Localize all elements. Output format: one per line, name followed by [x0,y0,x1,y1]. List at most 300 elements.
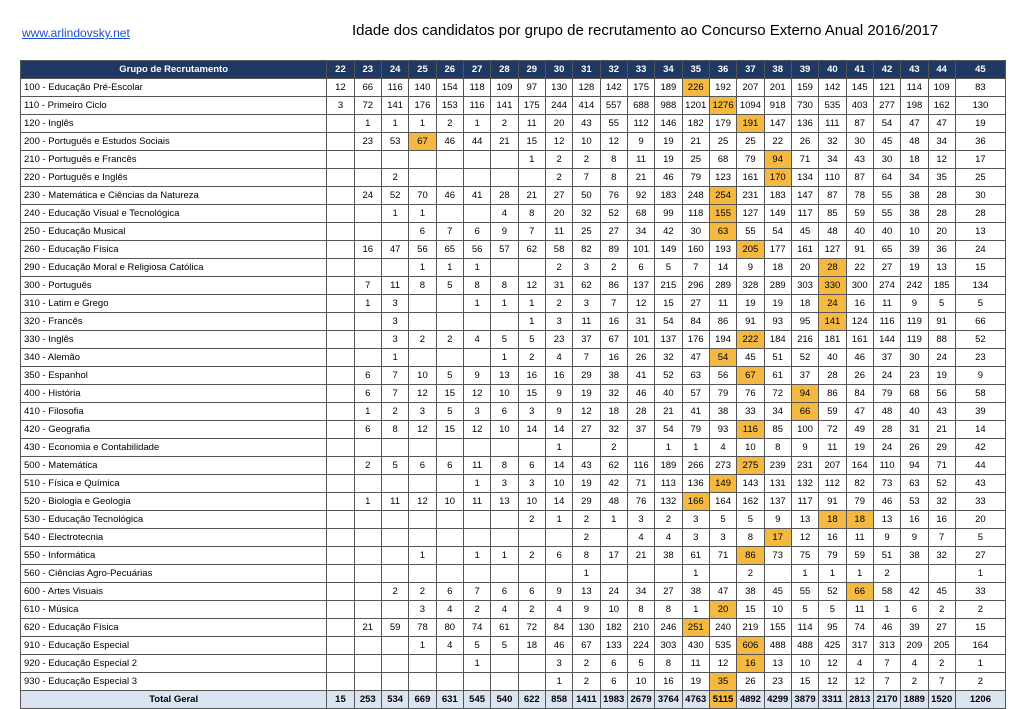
table-row [21,169,1006,187]
group-name-cell: 220 - Português e Inglês [21,169,327,187]
value-cell: 75 [791,547,818,565]
value-cell: 7 [682,259,709,277]
value-cell: 25 [573,223,600,241]
value-cell: 606 [737,637,764,655]
value-cell: 41 [627,367,654,385]
value-cell: 11 [819,439,846,457]
value-cell: 88 [928,331,955,349]
value-cell: 53 [901,493,928,511]
value-cell: 58 [873,583,900,601]
value-cell: 12 [600,133,627,151]
value-cell [327,529,354,547]
value-cell [381,259,408,277]
value-cell: 79 [682,421,709,439]
value-cell: 73 [873,475,900,493]
value-cell: 1 [518,313,545,331]
value-cell: 39 [955,403,1005,421]
value-cell: 134 [791,169,818,187]
value-cell [491,565,518,583]
value-cell: 11 [381,277,408,295]
value-cell: 32 [928,493,955,511]
value-cell [327,637,354,655]
value-cell [354,475,381,493]
group-name-cell: 200 - Português e Estudos Sociais [21,133,327,151]
value-cell [573,439,600,457]
age-column-header: 42 [873,61,900,79]
value-cell [436,349,463,367]
age-column-header: 41 [846,61,873,79]
value-cell: 1 [354,295,381,313]
value-cell: 46 [627,385,654,403]
value-cell: 93 [764,313,791,331]
value-cell: 20 [955,511,1005,529]
value-cell [327,655,354,673]
page-title: Idade dos candidatos por grupo de recrutamento ao Concurso Externo Anual 2016/2017 [352,22,939,39]
value-cell: 78 [846,187,873,205]
value-cell: 109 [491,79,518,97]
value-cell: 918 [764,97,791,115]
value-cell [436,151,463,169]
value-cell: 133 [600,637,627,655]
total-value-cell: 1889 [901,691,928,709]
value-cell: 79 [873,385,900,403]
value-cell [518,439,545,457]
value-cell: 86 [709,313,736,331]
value-cell: 55 [737,223,764,241]
value-cell: 10 [545,475,572,493]
value-cell: 10 [573,133,600,151]
value-cell: 2 [600,259,627,277]
value-cell: 25 [709,133,736,151]
value-cell: 59 [846,547,873,565]
value-cell: 38 [737,583,764,601]
value-cell: 328 [737,277,764,295]
total-value-cell: 2813 [846,691,873,709]
value-cell: 38 [655,547,682,565]
value-cell: 52 [819,583,846,601]
value-cell: 26 [901,439,928,457]
value-cell: 2 [381,403,408,421]
value-cell: 1 [409,259,436,277]
value-cell: 56 [463,241,490,259]
value-cell: 46 [545,637,572,655]
value-cell: 41 [463,187,490,205]
value-cell [327,259,354,277]
value-cell: 215 [655,277,682,295]
value-cell: 25 [682,151,709,169]
value-cell: 246 [655,619,682,637]
group-name-cell: 540 - Electrotecnia [21,529,327,547]
value-cell: 15 [955,259,1005,277]
value-cell: 15 [436,385,463,403]
value-cell: 6 [518,457,545,475]
age-column-header: 25 [409,61,436,79]
group-name-cell: 410 - Filosofia [21,403,327,421]
value-cell: 198 [901,97,928,115]
value-cell: 15 [518,133,545,151]
table-row [21,241,1006,259]
value-cell: 16 [846,295,873,313]
value-cell: 79 [682,169,709,187]
total-row [21,691,1006,709]
value-cell: 137 [655,331,682,349]
value-cell: 2 [545,259,572,277]
value-cell: 6 [409,457,436,475]
table-row [21,529,1006,547]
value-cell: 231 [737,187,764,205]
value-cell: 7 [354,277,381,295]
value-cell [491,169,518,187]
value-cell [409,151,436,169]
value-cell: 10 [901,223,928,241]
value-cell [436,475,463,493]
value-cell: 23 [354,133,381,151]
value-cell: 303 [655,637,682,655]
value-cell [327,277,354,295]
value-cell: 123 [709,169,736,187]
value-cell: 1 [463,295,490,313]
value-cell: 38 [901,205,928,223]
value-cell: 45 [764,583,791,601]
value-cell: 194 [709,331,736,349]
value-cell: 29 [928,439,955,457]
value-cell: 557 [600,97,627,115]
value-cell: 176 [682,331,709,349]
value-cell: 25 [737,133,764,151]
value-cell: 226 [682,79,709,97]
value-cell: 24 [873,367,900,385]
value-cell: 28 [491,187,518,205]
value-cell: 8 [600,169,627,187]
value-cell: 8 [463,277,490,295]
age-column-header: 22 [327,61,354,79]
value-cell: 2 [518,547,545,565]
value-cell: 3 [381,295,408,313]
value-cell: 146 [655,115,682,133]
value-cell: 49 [846,421,873,439]
value-cell: 149 [764,205,791,223]
value-cell: 21 [491,133,518,151]
group-name-cell: 350 - Espanhol [21,367,327,385]
value-cell: 2 [381,583,408,601]
value-cell: 25 [955,169,1005,187]
total-value-cell: 1206 [955,691,1005,709]
value-cell: 7 [436,223,463,241]
total-value-cell: 545 [463,691,490,709]
total-value-cell: 1520 [928,691,955,709]
value-cell [627,565,654,583]
value-cell: 20 [545,205,572,223]
value-cell: 170 [764,169,791,187]
value-cell: 10 [791,655,818,673]
value-cell [463,169,490,187]
value-cell: 3 [518,475,545,493]
value-cell [436,529,463,547]
value-cell [491,673,518,691]
value-cell: 68 [709,151,736,169]
value-cell: 317 [846,637,873,655]
value-cell: 28 [627,403,654,421]
value-cell: 47 [381,241,408,259]
value-cell: 2 [928,601,955,619]
value-cell: 6 [409,223,436,241]
value-cell [354,349,381,367]
value-cell: 42 [955,439,1005,457]
value-cell: 72 [819,421,846,439]
value-cell: 19 [901,259,928,277]
value-cell: 5 [463,637,490,655]
value-cell: 132 [655,493,682,511]
age-column-header: 38 [764,61,791,79]
value-cell: 28 [955,205,1005,223]
value-cell: 4 [545,601,572,619]
value-cell: 1 [819,565,846,583]
group-name-cell: 260 - Educação Física [21,241,327,259]
value-cell: 1 [682,601,709,619]
total-value-cell: 540 [491,691,518,709]
value-cell: 5 [381,457,408,475]
value-cell: 425 [819,637,846,655]
value-cell: 51 [873,547,900,565]
table-row [21,97,1006,115]
value-cell: 91 [737,313,764,331]
age-column-header: 43 [901,61,928,79]
value-cell: 23 [955,349,1005,367]
value-cell: 1 [682,565,709,583]
value-cell: 3 [709,529,736,547]
value-cell [436,439,463,457]
value-cell: 2 [655,511,682,529]
value-cell [409,511,436,529]
value-cell: 52 [928,475,955,493]
value-cell [327,241,354,259]
value-cell: 12 [409,493,436,511]
value-cell: 55 [600,115,627,133]
value-cell: 87 [846,169,873,187]
value-cell [463,673,490,691]
total-value-cell: 534 [381,691,408,709]
value-cell [327,295,354,313]
value-cell: 67 [737,367,764,385]
value-cell: 91 [928,313,955,331]
value-cell: 4 [545,349,572,367]
value-cell: 219 [737,619,764,637]
value-cell: 18 [819,511,846,529]
value-cell: 76 [600,187,627,205]
value-cell: 2 [901,673,928,691]
value-cell: 43 [573,115,600,133]
value-cell: 82 [846,475,873,493]
value-cell: 23 [764,673,791,691]
value-cell: 45 [791,223,818,241]
value-cell: 16 [354,241,381,259]
value-cell: 11 [573,313,600,331]
value-cell: 6 [354,421,381,439]
value-cell: 1 [600,511,627,529]
value-cell: 161 [846,331,873,349]
value-cell: 32 [819,133,846,151]
value-cell [354,655,381,673]
table-header-row [21,61,1006,79]
value-cell [436,565,463,583]
value-cell: 239 [764,457,791,475]
value-cell: 5 [436,367,463,385]
value-cell: 289 [709,277,736,295]
value-cell: 34 [901,169,928,187]
value-cell [354,259,381,277]
value-cell [327,673,354,691]
value-cell: 4 [709,439,736,457]
value-cell: 14 [518,421,545,439]
value-cell: 6 [354,385,381,403]
value-cell [381,511,408,529]
value-cell [327,439,354,457]
value-cell: 95 [791,313,818,331]
site-link[interactable]: www.arlindovsky.net [22,26,130,40]
age-column-header: 23 [354,61,381,79]
value-cell: 59 [381,619,408,637]
value-cell: 58 [955,385,1005,403]
value-cell: 4 [436,637,463,655]
value-cell: 19 [846,439,873,457]
value-cell [381,547,408,565]
value-cell: 30 [901,349,928,367]
value-cell: 24 [819,295,846,313]
value-cell: 3 [409,601,436,619]
value-cell: 136 [682,475,709,493]
value-cell: 43 [955,475,1005,493]
value-cell [354,583,381,601]
table-row [21,439,1006,457]
value-cell: 28 [819,367,846,385]
value-cell: 688 [627,97,654,115]
value-cell: 68 [627,205,654,223]
value-cell: 166 [682,493,709,511]
value-cell [354,511,381,529]
value-cell: 4 [655,529,682,547]
value-cell: 18 [764,259,791,277]
value-cell: 11 [518,115,545,133]
value-cell: 2 [573,655,600,673]
value-cell: 8 [409,277,436,295]
value-cell: 144 [873,331,900,349]
value-cell: 65 [873,241,900,259]
value-cell: 9 [873,529,900,547]
value-cell: 34 [627,583,654,601]
value-cell [409,673,436,691]
value-cell: 61 [682,547,709,565]
value-cell: 28 [873,421,900,439]
value-cell: 27 [955,547,1005,565]
value-cell: 147 [764,115,791,133]
value-cell: 18 [600,403,627,421]
group-name-cell: 510 - Física e Química [21,475,327,493]
value-cell: 21 [682,133,709,151]
value-cell [354,205,381,223]
value-cell: 19 [573,475,600,493]
value-cell: 149 [655,241,682,259]
value-cell: 63 [901,475,928,493]
value-cell [491,529,518,547]
value-cell: 1 [409,115,436,133]
value-cell: 36 [928,241,955,259]
value-cell: 7 [928,529,955,547]
value-cell: 40 [873,223,900,241]
value-cell [354,169,381,187]
age-column-header: 40 [819,61,846,79]
value-cell: 154 [436,79,463,97]
value-cell: 19 [655,151,682,169]
table-row [21,295,1006,313]
value-cell: 2 [955,601,1005,619]
value-cell: 39 [901,619,928,637]
value-cell: 19 [764,295,791,313]
value-cell: 1 [463,475,490,493]
value-cell [409,169,436,187]
age-column-header: 44 [928,61,955,79]
value-cell: 53 [381,133,408,151]
value-cell: 175 [627,79,654,97]
value-cell: 189 [655,457,682,475]
value-cell: 4 [901,655,928,673]
value-cell: 2 [409,583,436,601]
value-cell: 46 [873,619,900,637]
value-cell [327,313,354,331]
value-cell: 21 [627,547,654,565]
value-cell: 12 [463,385,490,403]
value-cell [354,313,381,331]
value-cell: 42 [655,223,682,241]
value-cell: 2 [545,169,572,187]
value-cell: 210 [627,619,654,637]
value-cell: 40 [655,385,682,403]
value-cell: 84 [846,385,873,403]
value-cell: 114 [901,79,928,97]
table-row [21,349,1006,367]
value-cell: 16 [819,529,846,547]
value-cell: 38 [600,367,627,385]
value-cell: 72 [764,385,791,403]
value-cell: 67 [573,637,600,655]
value-cell: 11 [463,457,490,475]
table-row [21,277,1006,295]
value-cell: 30 [846,133,873,151]
value-cell: 6 [354,367,381,385]
value-cell: 13 [955,223,1005,241]
table-row [21,133,1006,151]
value-cell: 47 [901,115,928,133]
value-cell [327,583,354,601]
group-name-cell: 300 - Português [21,277,327,295]
value-cell: 6 [627,259,654,277]
value-cell: 46 [873,493,900,511]
value-cell: 143 [737,475,764,493]
value-cell: 79 [819,547,846,565]
value-cell: 116 [737,421,764,439]
value-cell: 1 [545,439,572,457]
value-cell: 3 [545,313,572,331]
value-cell [518,529,545,547]
group-name-cell: 230 - Matemática e Ciências da Natureza [21,187,327,205]
value-cell: 62 [573,277,600,295]
value-cell [409,313,436,331]
value-cell: 80 [436,619,463,637]
value-cell: 32 [600,421,627,439]
value-cell: 5 [491,331,518,349]
value-cell: 12 [928,151,955,169]
value-cell: 86 [737,547,764,565]
value-cell: 2 [491,115,518,133]
